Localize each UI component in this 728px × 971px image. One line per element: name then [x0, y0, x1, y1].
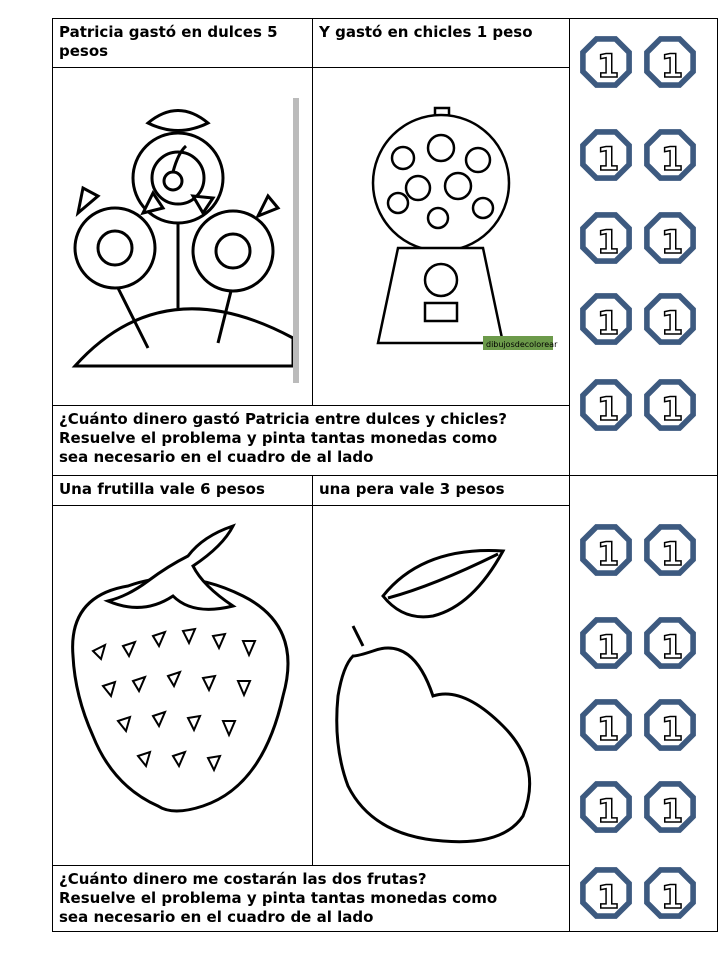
coin-value-left: 1 [597, 628, 620, 666]
coin-value-left: 1 [661, 223, 684, 261]
coin-10-1[interactable] [577, 864, 635, 922]
coin-7-1[interactable] [577, 614, 635, 672]
coin-4-2[interactable] [641, 290, 699, 348]
coin-5-2[interactable] [641, 376, 699, 434]
question-2-cell [52, 865, 570, 932]
coin-9-1[interactable] [577, 778, 635, 836]
lollipops-drawing [53, 68, 312, 405]
question-1-line-3: sea necesario en el cuadro de al lado [59, 448, 374, 466]
coin-3-1[interactable] [577, 209, 635, 267]
coin-7-2[interactable] [641, 614, 699, 672]
coin-value-left: 1 [661, 710, 684, 748]
coin-2-2[interactable] [641, 126, 699, 184]
coin-value-left: 1 [661, 792, 684, 830]
gumball-watermark: dibujosdecolorear [486, 340, 558, 349]
coin-octagon-icon [641, 521, 699, 579]
coin-octagon-icon [641, 778, 699, 836]
coin-value-left: 1 [597, 140, 620, 178]
coin-5-1[interactable] [577, 376, 635, 434]
coin-octagon-icon [577, 696, 635, 754]
coin-octagon-icon [641, 209, 699, 267]
candy-label-cell [52, 18, 313, 68]
coin-1-1[interactable] [577, 33, 635, 91]
coin-octagon-icon [641, 614, 699, 672]
coin-value-left: 1 [597, 535, 620, 573]
pear-label-cell [312, 475, 570, 506]
coin-value-left: 1 [661, 628, 684, 666]
coin-octagon-icon [577, 33, 635, 91]
coin-10-2[interactable] [641, 864, 699, 922]
question-2-line-3: sea necesario en el cuadro de al lado [59, 908, 374, 926]
coin-octagon-icon [577, 864, 635, 922]
coin-octagon-icon [577, 290, 635, 348]
coin-value-left: 1 [661, 878, 684, 916]
coin-value-left: 1 [597, 223, 620, 261]
coin-value-left: 1 [661, 390, 684, 428]
coin-octagon-icon [577, 778, 635, 836]
coin-value-left: 1 [597, 792, 620, 830]
strawberry-picture-cell [52, 505, 313, 866]
pear-label: una pera vale 3 pesos [319, 480, 505, 498]
coin-2-1[interactable] [577, 126, 635, 184]
strawberry-label-cell [52, 475, 313, 506]
coin-value-left: 1 [661, 140, 684, 178]
question-2-line-1: ¿Cuánto dinero me costarán las dos frutas? [59, 870, 427, 888]
pear-drawing [313, 506, 569, 865]
coin-octagon-icon [641, 126, 699, 184]
strawberry-drawing [53, 506, 312, 865]
coin-value-left: 1 [597, 47, 620, 85]
coin-octagon-icon [641, 376, 699, 434]
question-2-line-2: Resuelve el problema y pinta tantas monedas como [59, 889, 498, 907]
coin-9-2[interactable] [641, 778, 699, 836]
gumball-machine-drawing [313, 68, 569, 405]
coin-3-2[interactable] [641, 209, 699, 267]
coin-octagon-icon [641, 696, 699, 754]
coin-octagon-icon [641, 33, 699, 91]
coin-octagon-icon [577, 614, 635, 672]
coin-octagon-icon [577, 376, 635, 434]
coin-octagon-icon [577, 209, 635, 267]
pear-picture-cell [312, 505, 570, 866]
coin-value-left: 1 [597, 878, 620, 916]
gum-label-cell [312, 18, 570, 68]
coin-8-2[interactable] [641, 696, 699, 754]
question-1-cell [52, 405, 570, 476]
coin-octagon-icon [641, 864, 699, 922]
coin-value-left: 1 [661, 304, 684, 342]
question-1-line-2: Resuelve el problema y pinta tantas monedas como [59, 429, 498, 447]
coin-value-left: 1 [597, 390, 620, 428]
coin-6-2[interactable] [641, 521, 699, 579]
lollipops-picture-cell [52, 67, 313, 406]
coin-1-2[interactable] [641, 33, 699, 91]
gum-label: Y gastó en chicles 1 peso [319, 23, 533, 41]
coin-octagon-icon [577, 521, 635, 579]
coin-value-left: 1 [597, 304, 620, 342]
coin-4-1[interactable] [577, 290, 635, 348]
gumball-picture-cell [312, 67, 570, 406]
question-1-line-1: ¿Cuánto dinero gastó Patricia entre dulces y chicles? [59, 410, 507, 428]
candy-label: Patricia gastó en dulces 5 pesos [59, 23, 278, 60]
coin-octagon-icon [577, 126, 635, 184]
coin-value-left: 1 [661, 535, 684, 573]
coin-value-left: 1 [597, 710, 620, 748]
strawberry-label: Una frutilla vale 6 pesos [59, 480, 265, 498]
coin-value-left: 1 [661, 47, 684, 85]
coin-6-1[interactable] [577, 521, 635, 579]
coin-octagon-icon [641, 290, 699, 348]
coin-8-1[interactable] [577, 696, 635, 754]
